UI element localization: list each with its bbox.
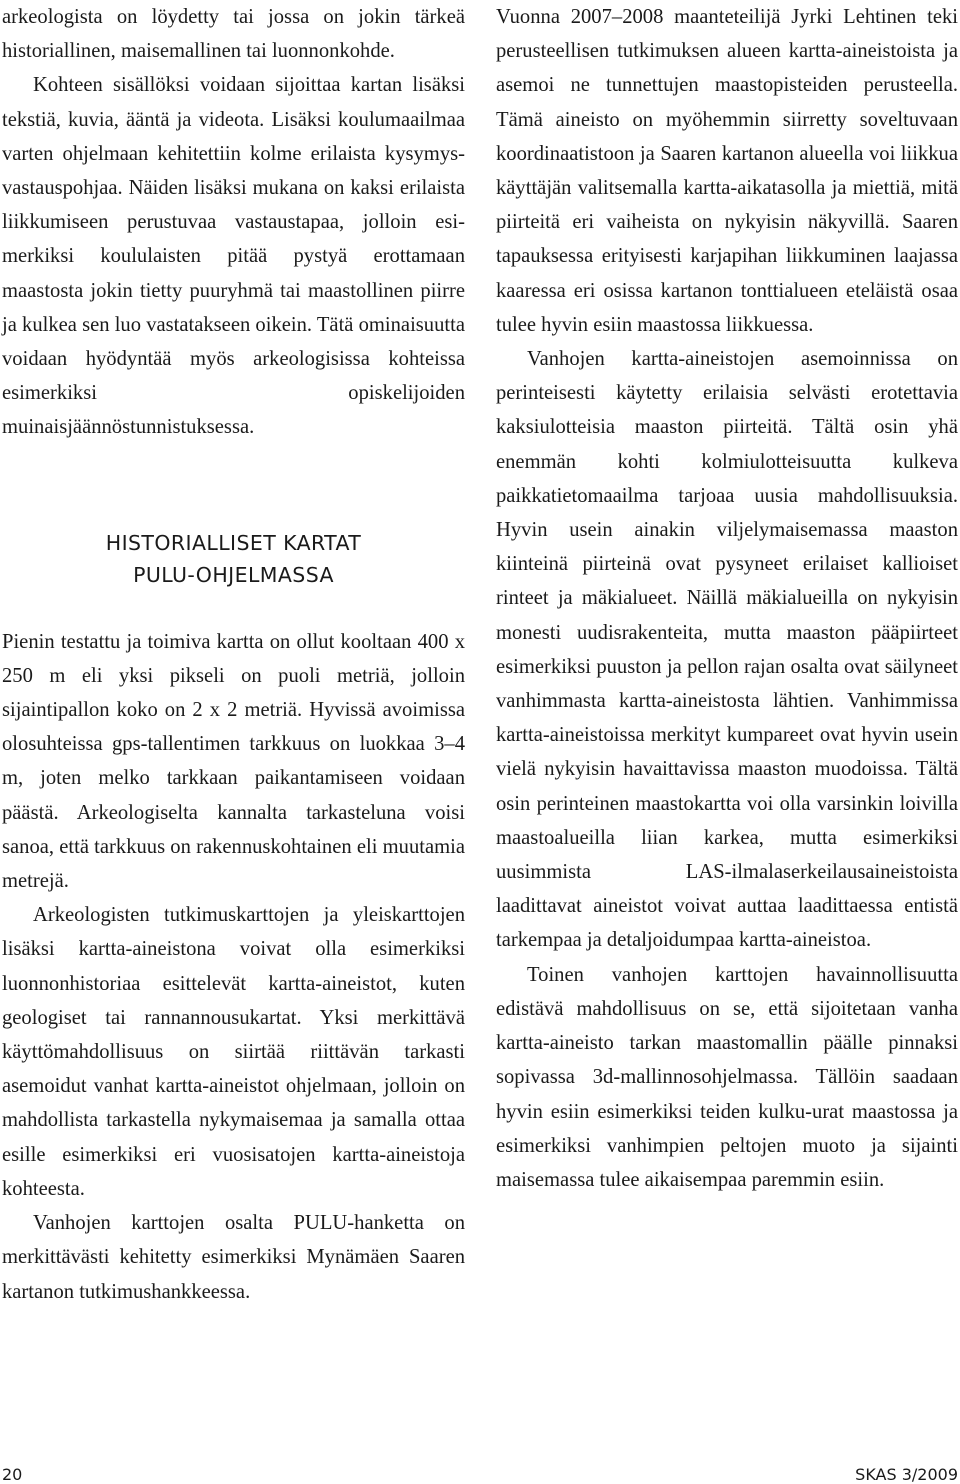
section-heading-line: HISTORIALLISET KARTAT — [105, 530, 362, 555]
paragraph: arkeologista on löydetty tai jossa on jokin tärkeä historiallinen, maisemallinen tai luonnonkohde. — [2, 6, 465, 63]
page-number: 20 — [2, 1465, 23, 1484]
paragraph: Arkeologisten tutkimuskarttojen ja yleiskarttojen lisäksi kartta-aineistona voivat olla esimerkiksi luonnonhistoriaa esittelevät kartta-aineistot, kuten geologiset tai rannannousukartat. Yksi merkittävä käyttömahdollisuus on siirtää riittävän tarkasti asemoidut vanhat kartta-aineistot ohjelmaan, jolloin on mahdollista tarkastella nykymaisemaa ja samalla ottaa esille esimerkiksi eri vuosisatojen kartta-aineistoja kohteesta. — [2, 904, 465, 1200]
publication-label: SKAS 3/2009 — [855, 1465, 958, 1484]
paragraph: Vanhojen kartta-aineistojen asemoinnissa on perinteisesti käytetty erilaisia selvästi erotettavia kaksiulotteisia maaston piirteitä. Tältä osin yhä enemmän kohti kolmiulotteisuutta kulkeva paikkatietomaailma tarjoaa uusia mahdollisuuksia. Hyvin usein ainakin viljelymaisemassa maaston kiinteinä piirteinä ovat pysyneet erilaiset kallioiset rinteet ja mäkialueet. Näillä mäkialueilla on nykyisin monesti uudisrakenteita, mutta maaston pääpiirteet esimerkiksi puuston ja pellon rajan osalta ovat säilyneet vanhimmasta kartta-aineistosta lähtien. Vanhimmissa kartta-aineistoissa merkityt kumpareet ovat hyvin usein vielä nykyisin havaittavissa maaston muodoissa. Tältä osin perinteinen maastokartta voi olla varsinkin loivilla maastoalueilla liian karkea, mutta esimerkiksi uusimmista LAS-ilmalaserkeilausaineistoista laadittavat aineistot voivat auttaa laadittaessa entistä tarkempaa ja detaljoidumpaa kartta-aineistoa. — [496, 348, 958, 952]
right-column — [496, 0, 958, 1197]
paragraph: Toinen vanhojen karttojen havainnollisuutta edistävä mahdollisuus on se, että sijoitetaan vanha kartta-aineisto tarkan maastomallin päälle pinnaksi sopivassa 3d-mallinnosohjelmassa. Tällöin saadaan hyvin esiin esimerkiksi teiden kulku-urat maastossa ja esimerkiksi vanhimpien peltojen muoto ja sijainti maisemassa tulee aikaisempaa paremmin esiin. — [496, 963, 958, 1191]
section-heading-line: PULU-OHJELMASSA — [133, 562, 334, 587]
paragraph: Pienin testattu ja toimiva kartta on ollut kooltaan 400 x 250 m eli yksi pikseli on puoli metriä, jolloin sijaintipallon koko on 2 x 2 metriä. Hyvissä avoimissa olosuhteissa gps-tallentimen tarkkuus on luokkaa 3–4 m, joten melko tarkkaan paikantamiseen voidaan päästä. Arkeologiselta kannalta tarkasteluna voisi sanoa, että tarkkuus on rakennuskohtainen eli muutamia metrejä. — [2, 630, 465, 893]
paragraph: Kohteen sisällöksi voidaan sijoittaa kartan lisäksi tekstiä, kuvia, ääntä ja videota. Lisäksi koulumaailmaa varten ohjelmaan kehitettiin kolme erilaista kysymys-vastauspohjaa. Näiden lisäksi mukana on kaksi erilaista liikkumiseen perustuvaa vastaustapaa, jolloin esimerkiksi koululaisten pitää pystyä erottamaan maastosta jokin tietty puuryhmä tai maastollinen piirre ja kulkea sen luo vastatakseen oikein. Tätä ominaisuutta voidaan hyödyntää myös arkeologisissa kohteissa esimerkiksi opiskelijoiden muinaisjäännöstunnistuksessa. — [2, 74, 465, 439]
paragraph: Vanhojen karttojen osalta PULU-hanketta on merkittävästi kehitetty esimerkiksi Mynämäen Saaren kartanon tutkimushankkeessa. — [2, 1212, 465, 1303]
left-column — [2, 0, 465, 1309]
paragraph: Vuonna 2007–2008 maanteteilijä Jyrki Lehtinen teki perusteellisen tutkimuksen alueen kartta-aineistoista ja asemoi ne tunnettujen maastopisteiden perusteella. Tämä aineisto on myöhemmin siirretty soveltuvaan koordinaatistoon ja Saaren kartanon alueella voi liikkua käyttäjän valitsemalla kartta-aikatasolla ja miettiä, mitä piirteitä eri vaiheista on nykyisin näkyvillä. Saaren tapauksessa erityisesti karjapihan liikkuminen laajassa kaaressa eri osissa kartanon tonttialueen eteläistä osaa tulee hyvin esiin maastossa liikkuessa. — [496, 6, 958, 336]
section-heading — [2, 527, 465, 591]
